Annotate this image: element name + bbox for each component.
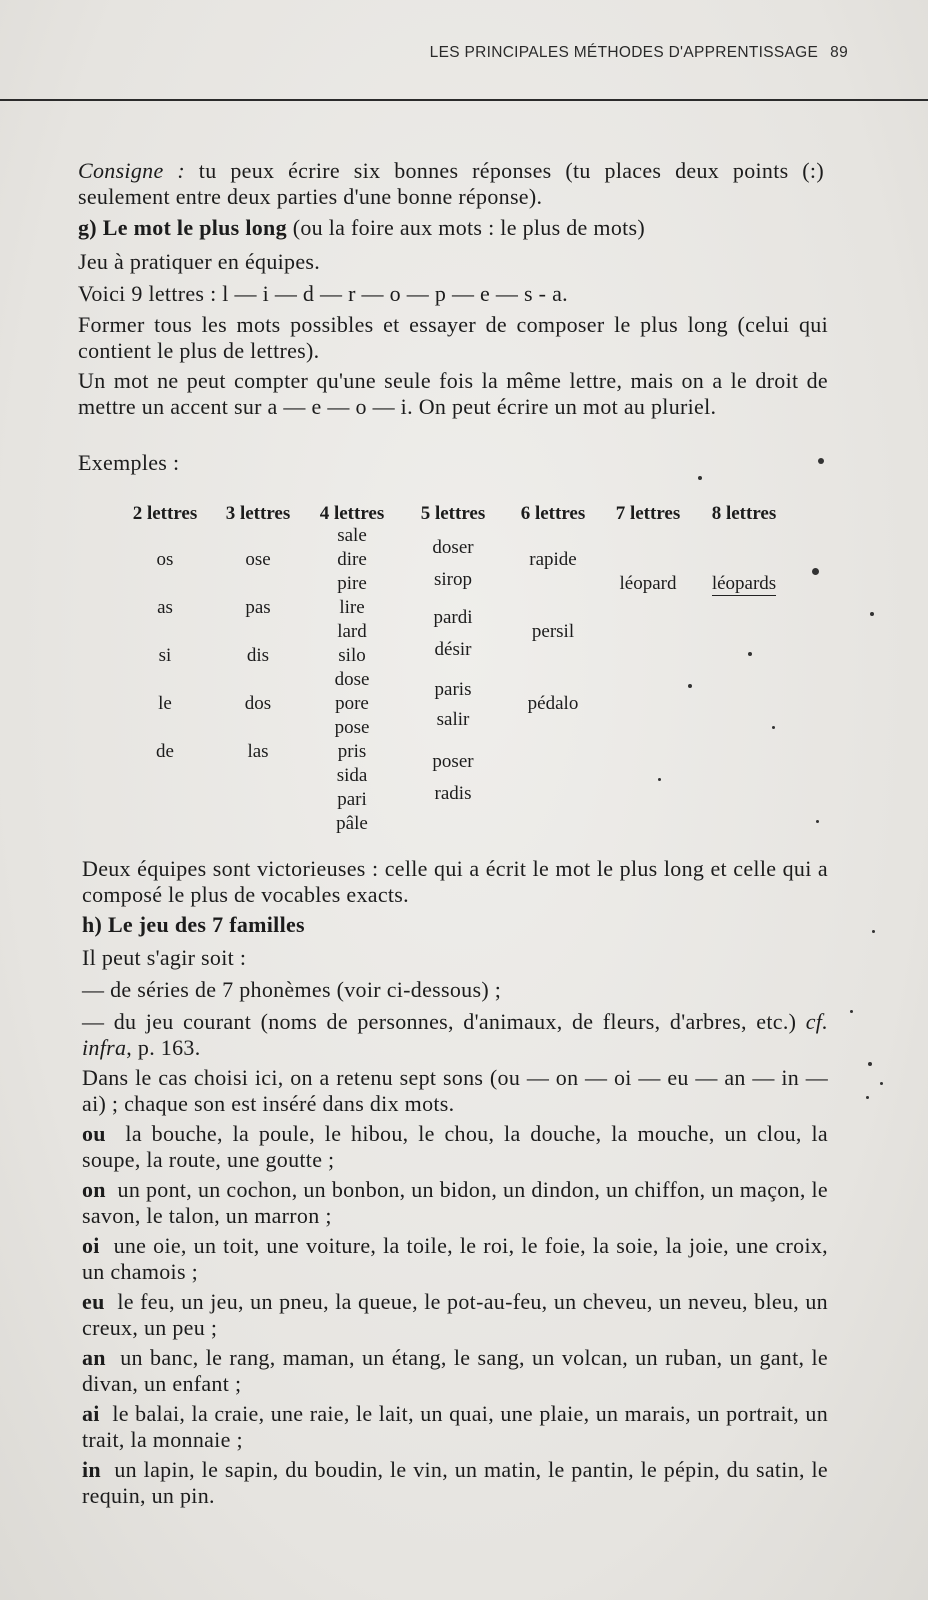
section-h-line4: Dans le cas choisi ici, on a retenu sept sons (ou — on — oi — eu — an — in — ai) ; chaque son est inséré dans dix mots.	[82, 1065, 828, 1116]
word: de	[156, 741, 174, 762]
print-speck	[880, 1082, 883, 1085]
print-speck	[850, 1010, 853, 1013]
print-speck	[870, 612, 874, 616]
word: paris	[434, 679, 472, 700]
sound-ai	[82, 1401, 828, 1453]
section-h-heading	[82, 912, 828, 938]
section-h-line3-page: , p. 163.	[126, 1035, 201, 1060]
sound-key: ou	[82, 1121, 106, 1146]
col-header: 6 lettres	[520, 503, 586, 524]
word: dis	[246, 645, 270, 666]
running-header	[0, 44, 848, 62]
section-g-instruction: Former tous les mots possibles et essayer de composer le plus long (celui qui contient le plus de lettres).	[78, 312, 828, 363]
word: si	[158, 645, 172, 666]
word: le	[158, 693, 172, 714]
section-h-line3-text: — du jeu courant (noms de personnes, d'animaux, de fleurs, d'arbres, etc.)	[82, 1009, 806, 1034]
word: ose	[245, 549, 271, 570]
word: as	[157, 597, 173, 618]
word: rapide	[529, 549, 577, 570]
section-h-title: h) Le jeu des 7 familles	[82, 912, 305, 937]
section-h-line2: — de séries de 7 phonèmes (voir ci-dessous) ;	[82, 977, 502, 1002]
print-speck	[816, 820, 819, 823]
word: pris	[337, 741, 367, 762]
col-2-letters	[125, 503, 205, 762]
word: pore	[335, 693, 369, 714]
section-g-rule: Un mot ne peut compter qu'une seule fois la même lettre, mais on a le droit de mettre un accent sur a — e — o — i. On peut écrire un mot au pluriel.	[78, 368, 828, 419]
col-header: 5 lettres	[420, 503, 486, 524]
sound-words: la bouche, la poule, le hibou, le chou, la douche, la mouche, un clou, la soupe, la route, une goutte ;	[82, 1121, 828, 1172]
section-h-line3	[82, 1009, 828, 1061]
print-speck	[872, 930, 875, 933]
word: léopard	[619, 573, 677, 594]
sound-words: une oie, un toit, une voiture, la toile, le roi, le foie, la soie, la joie, une croix, un chamois ;	[82, 1233, 828, 1284]
word: poser	[432, 751, 474, 772]
word: lard	[337, 621, 367, 642]
word: pari	[337, 789, 367, 810]
sound-key: on	[82, 1177, 106, 1202]
col-header: 7 lettres	[615, 503, 681, 524]
print-speck	[698, 476, 702, 480]
col-3-letters	[218, 503, 298, 762]
sound-words: un banc, le rang, maman, un étang, le sang, un volcan, un ruban, un gant, le divan, un enfant ;	[82, 1345, 828, 1396]
section-g-title: g) Le mot le plus long	[78, 215, 287, 240]
col-8-letters	[700, 503, 788, 594]
col-header: 4 lettres	[319, 503, 385, 524]
sound-on	[82, 1177, 828, 1229]
word: pardi	[433, 607, 473, 628]
word: salir	[436, 709, 470, 730]
word: sida	[336, 765, 368, 786]
word: sirop	[434, 569, 472, 590]
section-g-examples-label: Exemples :	[78, 450, 180, 475]
col-header: 3 lettres	[225, 503, 291, 524]
sound-key: ai	[82, 1401, 100, 1426]
word: sale	[337, 525, 367, 546]
sound-an	[82, 1345, 828, 1397]
word: dire	[337, 549, 367, 570]
section-g-letters: Voici 9 lettres : l — i — d — r — o — p — e — s - a.	[78, 281, 568, 306]
word: lire	[339, 597, 365, 618]
sound-key: in	[82, 1457, 101, 1482]
sound-oi	[82, 1233, 828, 1285]
section-g-heading	[78, 215, 838, 241]
word: léopards	[711, 573, 777, 594]
sound-words: un lapin, le sapin, du boudin, le vin, un matin, le pantin, le pépin, du satin, le requin, un pin.	[82, 1457, 829, 1508]
print-speck	[658, 778, 661, 781]
word: dos	[244, 693, 272, 714]
longest-word	[700, 573, 788, 595]
word: silo	[338, 645, 366, 666]
sound-words: le feu, un jeu, un pneu, la queue, le pot-au-feu, un cheveu, un neveu, bleu, un creux, un peu ;	[82, 1289, 828, 1340]
consigne-label: Consigne :	[78, 158, 185, 183]
section-g-subtitle: (ou la foire aux mots : le plus de mots)	[286, 215, 646, 240]
sound-words: le balai, la craie, une raie, le lait, un quai, une plaie, un marais, un portrait, un trait, la monnaie ;	[82, 1401, 828, 1452]
sound-ou	[82, 1121, 828, 1173]
sound-key: an	[82, 1345, 106, 1370]
word: pas	[245, 597, 271, 618]
sound-eu	[82, 1289, 828, 1341]
sound-in	[82, 1457, 828, 1509]
col-header: 2 lettres	[132, 503, 198, 524]
print-speck	[868, 1062, 872, 1066]
word: dose	[334, 669, 370, 690]
col-5-letters	[408, 503, 498, 804]
consigne-text: tu peux écrire six bonnes réponses (tu places deux points (:) seulement entre deux parties d'une bonne réponse).	[78, 158, 824, 209]
col-7-letters	[604, 503, 692, 594]
print-speck	[688, 684, 692, 688]
word: pédalo	[527, 693, 579, 714]
word: pose	[334, 717, 370, 738]
cf-infra: cf. infra	[82, 1009, 828, 1060]
word: doser	[432, 537, 474, 558]
word: las	[247, 741, 269, 762]
sound-words: un pont, un cochon, un bonbon, un bidon, un dindon, un chiffon, un maçon, le savon, le talon, un marron ;	[82, 1177, 828, 1228]
section-h-line1: Il peut s'agir soit :	[82, 945, 247, 970]
victory-paragraph: Deux équipes sont victorieuses : celle qui a écrit le mot le plus long et celle qui a composé le plus de vocables exacts.	[82, 856, 828, 907]
col-6-letters	[508, 503, 598, 714]
word: os	[156, 549, 174, 570]
print-speck	[812, 568, 819, 575]
col-4-letters	[312, 503, 392, 834]
sound-key: eu	[82, 1289, 105, 1314]
section-g-line1: Jeu à pratiquer en équipes.	[78, 249, 321, 274]
sound-key: oi	[82, 1233, 100, 1258]
word: désir	[434, 639, 472, 660]
word: persil	[531, 621, 575, 642]
col-header: 8 lettres	[711, 503, 777, 524]
word: radis	[434, 783, 472, 804]
header-rule	[0, 99, 928, 101]
header-title: LES PRINCIPALES MÉTHODES D'APPRENTISSAGE	[429, 44, 819, 61]
consigne-paragraph	[78, 158, 824, 210]
print-speck	[772, 726, 775, 729]
word: pire	[337, 573, 367, 594]
print-speck	[748, 652, 752, 656]
print-speck	[866, 1096, 869, 1099]
word: pâle	[336, 813, 368, 834]
print-speck	[818, 458, 824, 464]
page-number: 89	[830, 44, 848, 61]
